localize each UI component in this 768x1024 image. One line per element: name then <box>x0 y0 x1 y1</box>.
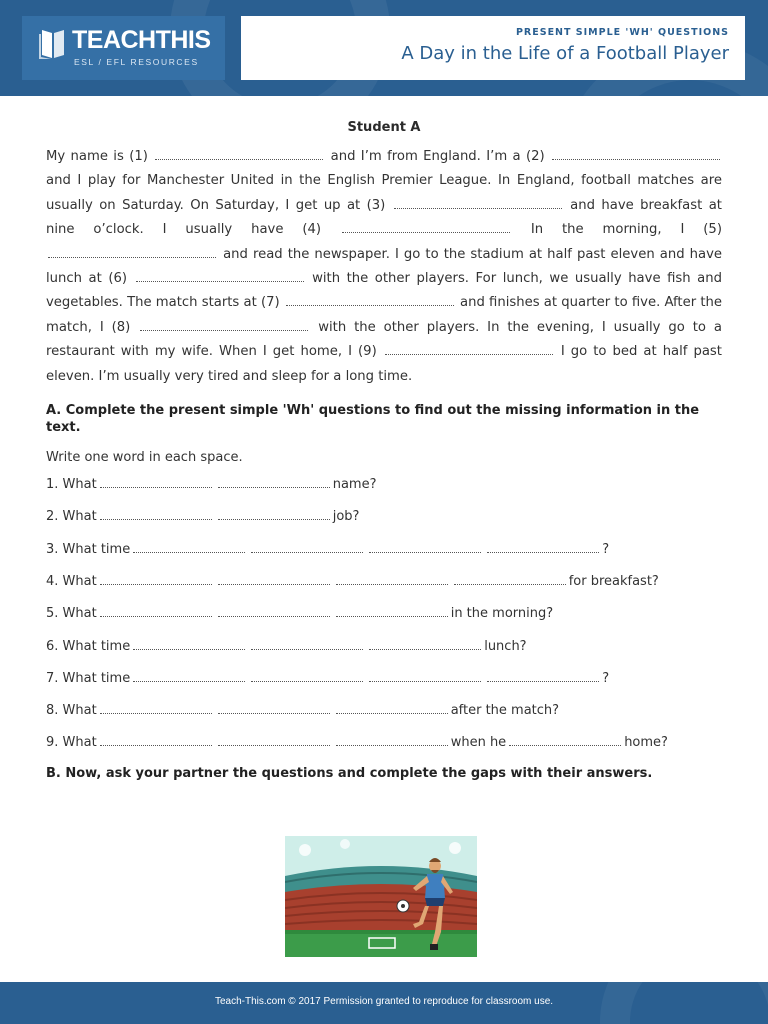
gap-9[interactable] <box>385 343 553 355</box>
question-start: 4. What <box>46 573 97 589</box>
answer-gap[interactable] <box>100 573 212 585</box>
text-segment: and read the newspaper. I go to the stadium at half past eleven and have lunch at (6) <box>46 246 722 287</box>
book-icon <box>38 28 68 60</box>
student-label: Student A <box>347 120 421 135</box>
gap-4[interactable] <box>342 221 510 233</box>
question-4 <box>46 572 722 604</box>
question-start: 9. What <box>46 735 97 751</box>
question-end: ? <box>602 670 610 686</box>
text-segment: and I play for Manchester United in the English Premier League. In England, football matches are usually on Saturday. On Saturday, I get up at (3) <box>46 173 722 213</box>
text-segment: with the other players. For lunch, we usually have fish and vegetables. The match starts at (7) <box>46 271 722 311</box>
answer-gap[interactable] <box>100 702 212 714</box>
text-segment: My name is (1) <box>46 149 148 164</box>
question-start: 5. What <box>46 606 97 622</box>
question-start: 6. What time <box>46 638 131 654</box>
gap-6[interactable] <box>136 270 304 282</box>
page-header <box>0 0 768 96</box>
question-end: lunch? <box>484 638 527 654</box>
gap-5[interactable] <box>48 246 216 258</box>
answer-gap[interactable] <box>336 734 448 746</box>
teachthis-logo[interactable] <box>22 16 225 80</box>
page-footer <box>0 982 768 1024</box>
worksheet-title: A Day in the Life of a Football Player <box>401 43 729 64</box>
answer-gap[interactable] <box>218 605 330 617</box>
question-5 <box>46 604 722 636</box>
text-segment: I go to bed at half past eleven. I’m usually very tired and sleep for a long time. <box>46 344 722 384</box>
answer-gap[interactable] <box>218 734 330 746</box>
gap-8[interactable] <box>140 319 308 331</box>
question-end: home? <box>624 735 668 751</box>
logo-text: TEACHTHIS <box>72 26 211 54</box>
worksheet-category: PRESENT SIMPLE 'WH' QUESTIONS <box>515 27 729 38</box>
answer-gap[interactable] <box>100 734 212 746</box>
question-start: 7. What time <box>46 670 131 686</box>
copyright-text: Teach-This.com © 2017 Permission granted to reproduce for classroom use. <box>214 996 554 1007</box>
gap-fill-text <box>46 145 722 389</box>
football-player-illustration <box>285 836 477 957</box>
question-start: 3. What time <box>46 541 131 557</box>
section-a-heading: A. Complete the present simple 'Wh' questions to find out the missing information in the text. <box>46 403 700 436</box>
answer-gap[interactable] <box>251 670 363 682</box>
answer-gap[interactable] <box>487 670 599 682</box>
question-2 <box>46 507 722 539</box>
question-start: 2. What <box>46 509 97 525</box>
answer-gap[interactable] <box>251 638 363 650</box>
answer-gap[interactable] <box>100 605 212 617</box>
question-end: name? <box>332 477 377 493</box>
text-segment: In the morning, I (5) <box>530 222 722 238</box>
question-8 <box>46 701 722 733</box>
text-segment: and I’m from England. I’m a (2) <box>330 149 545 164</box>
answer-gap[interactable] <box>218 702 330 714</box>
answer-gap[interactable] <box>251 541 363 553</box>
answer-gap[interactable] <box>100 476 212 488</box>
question-1 <box>46 475 722 507</box>
answer-gap[interactable] <box>454 573 566 585</box>
answer-gap[interactable] <box>218 573 330 585</box>
answer-gap[interactable] <box>133 541 245 553</box>
title-box <box>241 16 745 80</box>
question-start: 1. What <box>46 477 97 493</box>
answer-gap[interactable] <box>369 670 481 682</box>
question-end: job? <box>332 509 360 525</box>
question-list <box>46 475 722 766</box>
answer-gap[interactable] <box>487 541 599 553</box>
question-end: in the morning? <box>450 606 554 622</box>
text-segment: and have breakfast at nine o’clock. I usually have (4) <box>46 197 722 238</box>
section-b-heading: B. Now, ask your partner the questions and complete the gaps with their answers. <box>46 765 653 781</box>
question-7 <box>46 669 722 701</box>
gap-7[interactable] <box>286 294 454 306</box>
answer-gap[interactable] <box>133 638 245 650</box>
answer-gap[interactable] <box>369 541 481 553</box>
instruction-text: Write one word in each space. <box>46 450 243 466</box>
answer-gap[interactable] <box>369 638 481 650</box>
question-3 <box>46 540 722 572</box>
gap-1[interactable] <box>155 148 323 160</box>
answer-gap[interactable] <box>218 508 330 520</box>
answer-gap[interactable] <box>336 605 448 617</box>
text-segment: and finishes at quarter to five. After the match, I (8) <box>46 295 722 335</box>
question-9 <box>46 733 722 765</box>
gap-3[interactable] <box>394 197 562 209</box>
question-start: 8. What <box>46 703 97 719</box>
question-end: ? <box>602 541 610 557</box>
answer-gap[interactable] <box>336 573 448 585</box>
question-middle: when he <box>450 735 507 751</box>
answer-gap[interactable] <box>509 734 621 746</box>
question-end: after the match? <box>450 703 560 719</box>
gap-2[interactable] <box>552 148 720 160</box>
answer-gap[interactable] <box>100 508 212 520</box>
answer-gap[interactable] <box>336 702 448 714</box>
text-segment: with the other players. In the evening, I usually go to a restaurant with my wife. When I get home, I (9) <box>46 319 722 360</box>
logo-subtitle: ESL / EFL RESOURCES <box>74 57 199 67</box>
answer-gap[interactable] <box>133 670 245 682</box>
answer-gap[interactable] <box>218 476 330 488</box>
question-end: for breakfast? <box>568 573 659 589</box>
worksheet-content <box>46 120 722 781</box>
question-6 <box>46 637 722 669</box>
